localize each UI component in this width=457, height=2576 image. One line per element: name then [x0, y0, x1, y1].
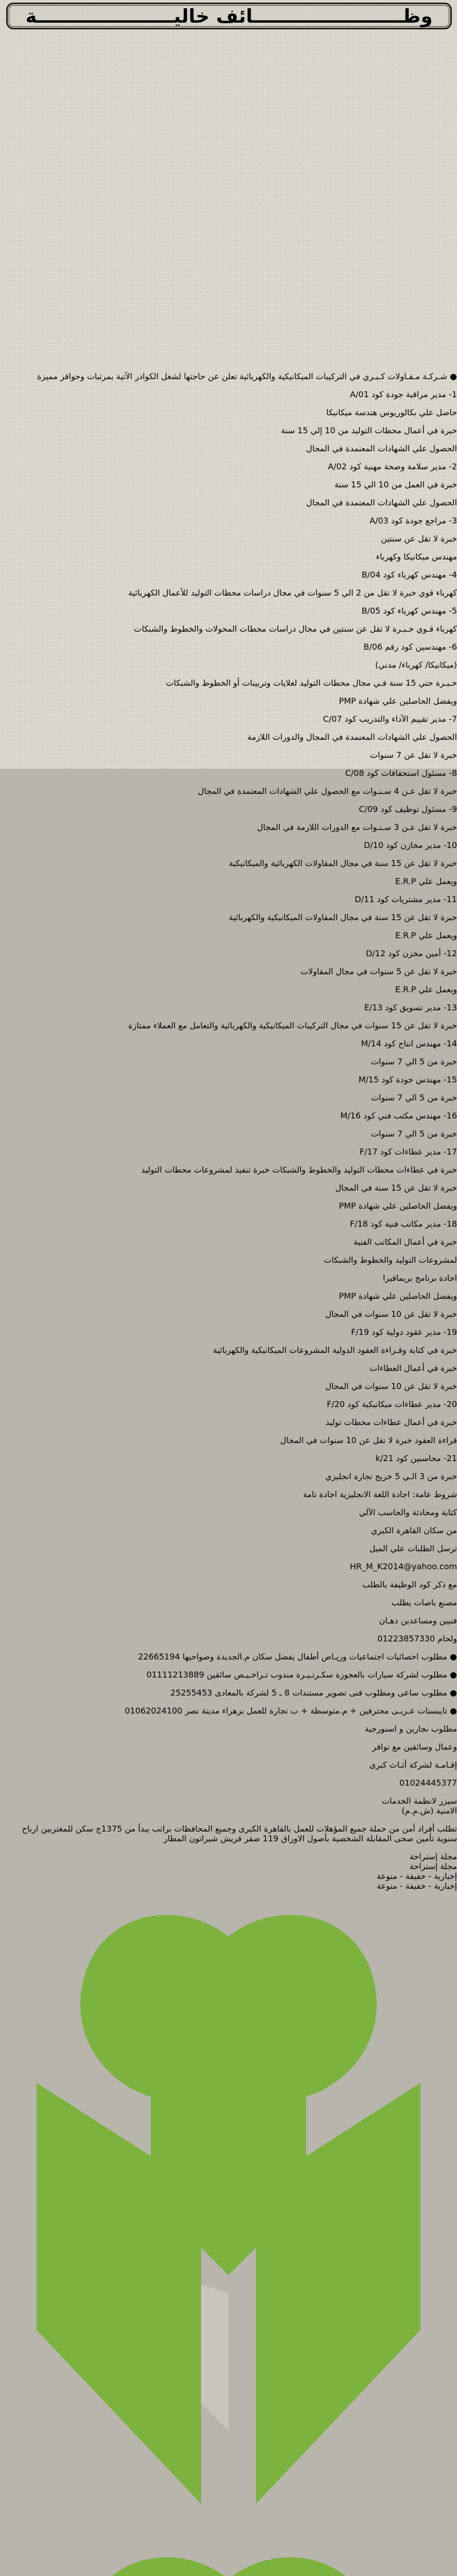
job-paragraph: خبرة من 5 الي 7 سنوات — [371, 1057, 457, 1066]
job-paragraph: خـبـرة حتي 15 سنة فـي مجال محطات التوليد لغلايات وتربينات أو الخطوط والشبكات — [166, 678, 457, 688]
job-paragraph: 16- مهندس مكتب فني كود M/16 — [340, 1111, 457, 1121]
job-paragraph: 2- مدير سلامة وصحة مهنية كود A/02 — [328, 462, 457, 471]
security-company-banner — [0, 1796, 457, 1816]
job-paragraph: خبرة في كتابة وقـراءة العقود الدولية المشروعات الميكانيكية والكهربائية — [213, 1345, 457, 1355]
job-paragraph: ويعمل علي E.R.P — [395, 985, 457, 994]
job-paragraph: خبرة لا تقل عن 7 سنوات — [370, 750, 457, 760]
job-paragraph: 5- مهندس كهرباء كود B/05 — [361, 606, 457, 616]
job-paragraph: خبرة في العمل من 10 الي 15 سنة — [335, 480, 457, 489]
watermark-tagline-green: إخبارية - خفيفة - منوعة — [377, 1871, 457, 1881]
job-paragraph: ويعمل علي E.R.P — [395, 930, 457, 940]
job-paragraph: ويفضل الحاصلين علي شهادة PMP — [339, 1201, 457, 1211]
job-paragraph: قراءة العقود خبرة لا تقل عن 10 سنوات في المجال — [280, 1435, 457, 1445]
job-paragraph: 15- مهندس جودة كود M/15 — [358, 1075, 457, 1084]
classified-bullet-ads — [0, 1652, 457, 1716]
classified-ad: ● مطلوب اخصائيات اجتماعيات وريـاض أطفال يفضل سكان م.الجديدة وضواحيها 22665194 — [138, 1652, 457, 1662]
job-paragraph: 4- مهندس كهرباء كود B/04 — [361, 570, 457, 580]
job-paragraph: كهرباء قوي خبرة لا تقل من 2 الي 5 سنوات في مجال دراسات محطات التوليد للأعمال الكهربائية — [128, 588, 457, 598]
job-paragraph: 7- مدير تقييم الآداء والتدريب كود C/07 — [323, 714, 457, 724]
ad-phone: 01024445377 — [399, 1778, 457, 1788]
print-bleed-artifact — [328, 263, 457, 301]
job-paragraph: HR_M_K2014@yahoo.com — [349, 1562, 457, 1571]
job-paragraph: خبرة من 3 الـي 5 خريج تجارة انجليزي — [325, 1471, 457, 1481]
print-bleed-artifact — [339, 88, 457, 185]
job-paragraph: خبرة لا تقل عن 15 سنة في مجال المقاولات الميكانيكية والكهربائية — [228, 912, 457, 922]
job-paragraph: خبرة لا تقل عن 15 سنوات في مجال التركيبات الميكانيكية والكهربائية والتعامل مع العملاء ممتازة — [128, 1021, 457, 1030]
classified-ad: ● تايبستات عـربـى محترفين + م.متوسطة + ب تجارة للعمل بزهراء مدينة نصر 01062024100 — [125, 1706, 457, 1716]
magazine-open-book-logo-icon — [0, 2533, 457, 2576]
jobs-items-20-21 — [0, 1399, 457, 1589]
job-paragraph: مع ذكر كود الوظيفة بالطلب — [362, 1580, 457, 1589]
ad-line: مطلوب نجارين و استورجية — [364, 1724, 457, 1734]
jobs-column-right — [0, 371, 457, 832]
ad-title: مصنع باصات يطلب — [391, 1598, 457, 1607]
job-paragraph: 11- مدير مشتريات كود D/11 — [355, 894, 457, 904]
jobs-column-left — [0, 1399, 457, 1843]
job-paragraph: الحصول علي الشهادات المعتمدة في المجال والدورات اللازمة — [247, 732, 457, 742]
job-paragraph: خبرة من 5 الي 7 سنوات — [371, 1129, 457, 1139]
job-paragraph: من سكان القاهرة الكبري — [371, 1526, 457, 1535]
job-paragraph: خبرة لا تقل عن 5 سنوات في مجال المقاولات — [300, 967, 457, 976]
job-paragraph: 21- محاسبين كود k/21 — [375, 1453, 457, 1463]
ad-line: إقـامـة لشركة أثـاث كبرى — [369, 1760, 457, 1770]
watermark-brand-red: مجلة إستراحة — [409, 1861, 457, 1871]
job-paragraph: كهرباء قـوي خـبـرة لا تقل عن سنتين في مجال دراسات محطات المحولات والخطوط والشبكات — [134, 624, 457, 634]
banner-line: سيزر لانظمة الخدمات — [381, 1796, 457, 1806]
job-paragraph: 6- مهندسين كود رقم B/06 — [363, 642, 457, 652]
job-paragraph: شروط عامة: اجادة اللغة الانجليزية اجادة تامة — [303, 1489, 457, 1499]
job-paragraph: خبرة في أعمال المكاتب الفنية — [353, 1237, 457, 1247]
job-paragraph: 14- مهندس انتاج كود M/14 — [361, 1039, 457, 1048]
job-paragraph: ترسل الطلبات علي الميل — [369, 1544, 457, 1553]
print-bleed-artifact — [333, 185, 457, 263]
job-paragraph: ويعمل علي E.R.P — [395, 876, 457, 886]
job-paragraph: خبرة لا تقل عن 15 سنة في مجال المقاولات الكهربائية والميكانيكية — [228, 858, 457, 868]
job-paragraph: خبرة في أعمال عطاءات محطات توليد — [325, 1417, 457, 1427]
job-paragraph: خبرة من 5 الي 7 سنوات — [371, 1093, 457, 1103]
job-paragraph: 19- مدير عقود دولية كود F/19 — [351, 1327, 457, 1337]
watermark-brand-red: مجلة إستراحة — [409, 1852, 457, 1861]
bus-factory-ad-box — [0, 1598, 457, 1643]
job-paragraph: خبرة لا تقل عن 15 سنة في المجال — [335, 1183, 457, 1193]
job-paragraph: 13- مدير تسويق كود E/13 — [364, 1003, 457, 1012]
job-paragraph: 10- مدير مخازن كود D/10 — [363, 840, 457, 850]
job-paragraph: الحصول علي الشهادات المعتمدة في المجال — [306, 498, 457, 507]
security-ad-body: تطلب أفراد أمن من حملة جميع المؤهلات للعمل بالقاهرة الكبرى وجميع المحافظات براتب يبدأ من 1375ج سكن للمغتربين ارباح سنوية تأمين صحى المقابلة الشخصية بأصول الاوراق 119 صقر قريش شيراتون المطار — [22, 1824, 457, 1843]
job-paragraph: 8- مسئول استحقاقات كود C/08 — [345, 768, 457, 778]
job-paragraph: مهندس ميكانيكا وكهرباء — [376, 552, 457, 562]
job-paragraph: 12- أمين مخزن كود D/12 — [365, 948, 457, 958]
job-paragraph: الحصول علي الشهادات المعتمدة في المجال — [306, 444, 457, 453]
job-paragraph: 1- مدير مراقبة جودة كود A/01 — [350, 389, 457, 399]
job-paragraph: خبرة في أعمال العطاءات — [370, 1363, 457, 1373]
job-paragraph: ويفضل الحاصلين علي شهادة PMP — [339, 696, 457, 706]
classified-ad: ● مطلوب لشركة سيارات بالعجوزة سكـرتـيـرة مندوب تـراخـيـص سائقين 01111213889 — [146, 1670, 457, 1680]
ad-line: وعمال وسائقين مع توافر — [372, 1742, 457, 1752]
classified-ad: ● مطلوب ساعى ومطلوب فنى تصوير مستندات 8 ـ 5 لشركة بالمعادى 25255453 — [170, 1688, 457, 1698]
furniture-company-ad-box — [0, 1724, 457, 1788]
jobs-column-middle — [0, 840, 457, 1391]
job-paragraph: خبرة لا تقل عـن 3 سـنـوات مع الدورات اللازمة في المجال — [257, 822, 457, 832]
job-paragraph: ويفضل الحاصلين علي شهادة PMP — [339, 1291, 457, 1301]
ad-phone: ولحام 01223857330 — [377, 1634, 457, 1643]
job-paragraph: 17- مدير عطاءات كود F/17 — [359, 1147, 457, 1157]
job-paragraph: اجادة برنامج بريمافيرا — [382, 1273, 457, 1283]
job-paragraph: خبرة لا تقل عن 10 سنوات في المجال — [325, 1309, 457, 1319]
magazine-open-book-logo-icon — [0, 1891, 457, 2531]
banner-line: الامنية (ش.م.م) — [401, 1806, 457, 1816]
print-bleed-artifact — [354, 301, 457, 363]
job-paragraph: ● شـركـة مـقـاولات كـبـري في التركيبات الميكانيكية والكهربائية تعلن عن حاجتها لشغل الكوادر الآتية بمرتبات وحوافز مميزة — [37, 371, 457, 381]
job-paragraph: لمشروعات التوليد والخطوط والشبكات — [324, 1255, 457, 1265]
job-paragraph: خبرة في عطاءات محطات التوليد والخطوط والشبكات خبرة تنفيذ لمشروعات محطات التوليد — [141, 1165, 457, 1175]
job-paragraph: خبرة لا تقل عـن 4 سـنـوات مع الحصول علي الشهادات المعتمدة في المجال — [198, 786, 457, 796]
job-paragraph: حاصل علي بكالوريوس هندسة ميكانيكا — [326, 408, 457, 417]
job-paragraph: 9- مسئول توظيف كود C/09 — [359, 804, 457, 814]
job-paragraph: 20- مدير عطاءات ميكانيكية كود F/20 — [327, 1399, 457, 1409]
job-paragraph: كتابة ومحادثة والحاسب الآلي — [359, 1507, 457, 1517]
job-paragraph: خبرة في أعمال محطات التوليد من 10 إلي 15 سنة — [281, 426, 457, 435]
job-paragraph: خبرة لا تقل عن 10 سنوات في المجال — [325, 1381, 457, 1391]
ad-line: فنيين ومساعدين دهـان — [379, 1616, 457, 1625]
masthead-box — [6, 3, 452, 29]
job-paragraph: خبرة لا تقل عن سنتين — [381, 534, 457, 544]
job-paragraph: (ميكانيكا/ كهرباء/ مدني) — [375, 660, 457, 670]
job-paragraph: 3- مراجع جودة كود A/03 — [370, 516, 457, 526]
page-title: وظـــــــــــــــــــــــائف خاليـــــــــــــــــــــة — [25, 5, 433, 27]
watermark-tagline-green: إخبارية - خفيفة - منوعة — [377, 1881, 457, 1891]
job-paragraph: 18- مدير مكاتب فنية كود F/18 — [349, 1219, 457, 1229]
